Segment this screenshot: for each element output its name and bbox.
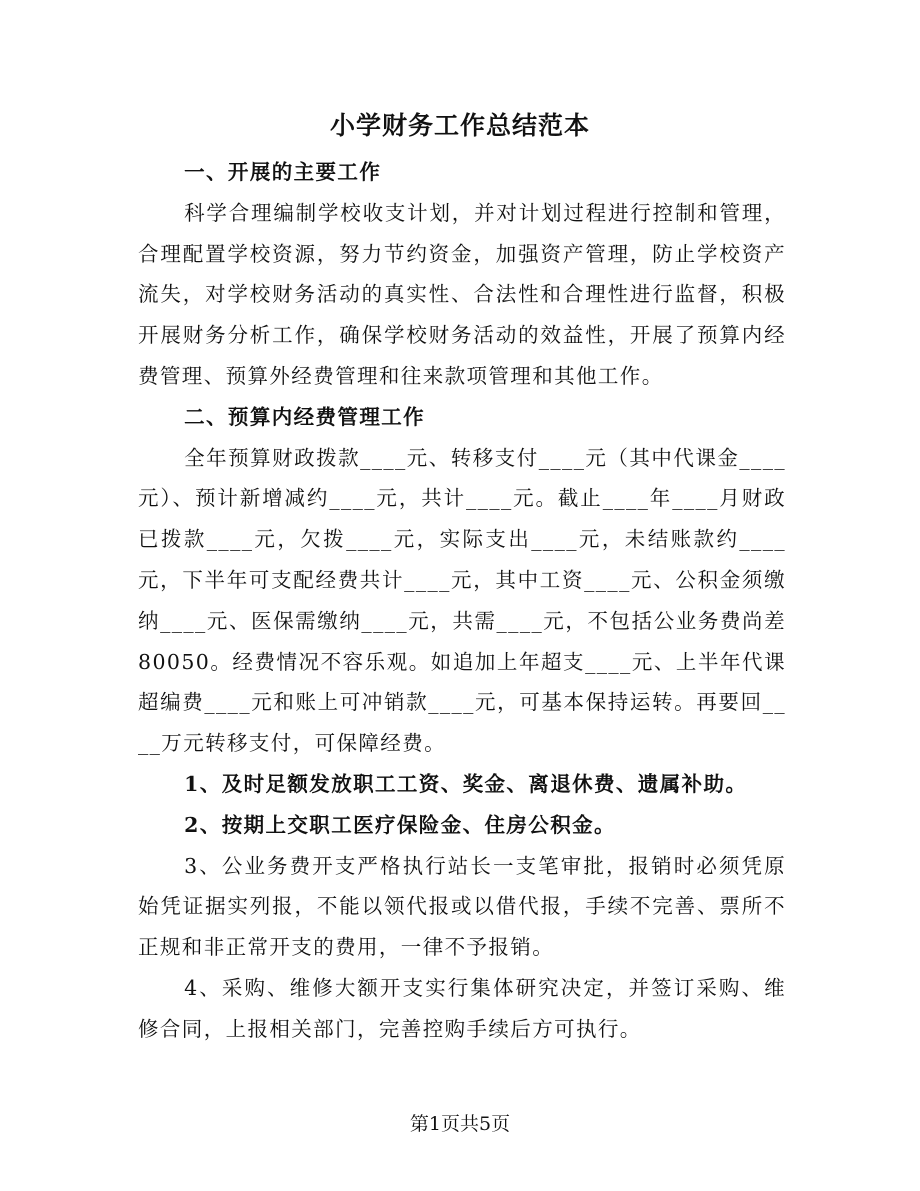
- section-1-paragraph: 科学合理编制学校收支计划，并对计划过程进行控制和管理，合理配置学校资源，努力节约资金，加强资产管理，防止学校资产流失，对学校财务活动的真实性、合法性和合理性进行监督，积极开展财务分析工作，确保学校财务活动的效益性，开展了预算内经费管理、预算外经费管理和往来款项管理和其他工作。: [138, 200, 786, 388]
- document-body: [138, 152, 786, 1050]
- section-2-heading: 二、预算内经费管理工作: [184, 404, 426, 429]
- document-title: 小学财务工作总结范本: [329, 111, 590, 140]
- list-item-3: 3、公业务费开支严格执行站长一支笔审批，报销时必须凭原始凭证据实列报，不能以领代报或以借代报，手续不完善、票所不正规和非正常开支的费用，一律不予报销。: [138, 853, 786, 960]
- page-number-footer: 第1页共5页: [409, 1113, 511, 1135]
- section-1-heading: 一、开展的主要工作: [184, 160, 382, 184]
- section-2-paragraph: 全年预算财政拨款____元、转移支付____元（其中代课金____元）、预计新增减约____元，共计____元。截止____年____月财政已拨款____元，欠拨____元，实际支出____元，未结账款约____元，下半年可支配经费共计____元，其中工资____元、公积金须缴纳____元、医保需缴纳____元，共需____元，不包括公业务费尚差80050。经费情况不容乐观。如追加上年超支____元、上半年代课超编费____元和账上可冲销款____元，可基本保持运转。再要回____万元转移支付，可保障经费。: [138, 445, 786, 756]
- list-item-2: 2、按期上交职工医疗保险金、住房公积金。: [184, 812, 616, 837]
- list-item-1: 1、及时足额发放职工工资、奖金、离退休费、遗属补助。: [184, 771, 748, 796]
- list-item-4: 4、采购、维修大额开支实行集体研究决定，并签订采购、维修合同，上报相关部门，完善控购手续后方可执行。: [138, 975, 786, 1041]
